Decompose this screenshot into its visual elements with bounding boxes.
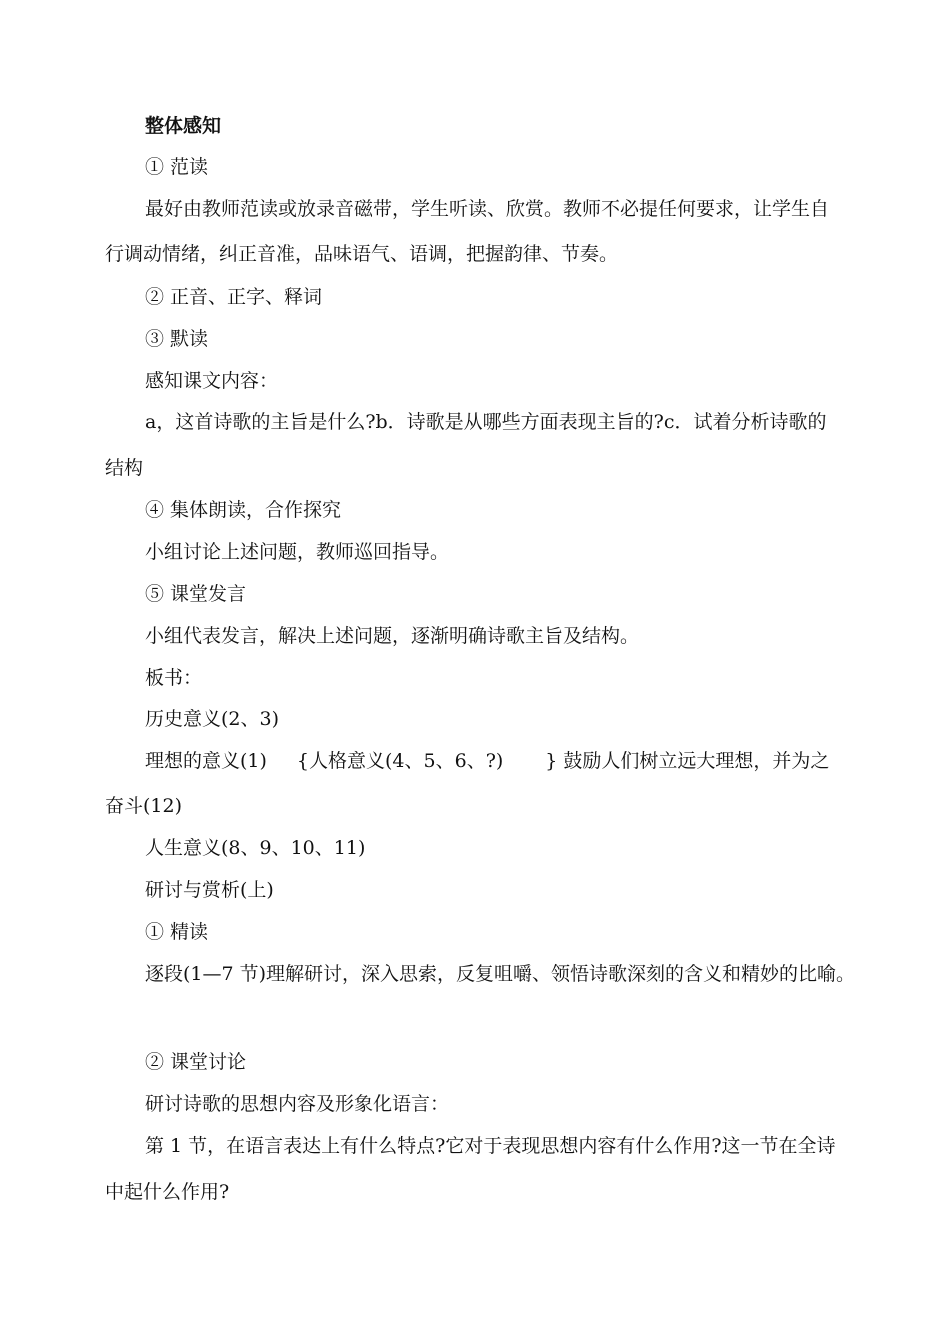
- study-step-2-question-line-2: 中起什么作用?: [105, 1181, 230, 1203]
- step-4-title: ④ 集体朗读，合作探究: [145, 499, 342, 521]
- step-3-intro: 感知课文内容：: [145, 370, 279, 392]
- step-3-questions-line-1: a，这首诗歌的主旨是什么?b．诗歌是从哪些方面表现主旨的?c．试着分析诗歌的: [145, 411, 827, 433]
- board-line-life: 人生意义(8、9、10、11): [145, 837, 366, 859]
- step-1-paragraph-line-1: 最好由教师范读或放录音磁带，学生听读、欣赏。教师不必提任何要求，让学生自: [145, 198, 830, 220]
- study-step-2-question-line-1: 第 1 节，在语言表达上有什么特点?它对于表现思想内容有什么作用?这一节在全诗: [145, 1135, 836, 1157]
- step-3-questions-line-2: 结构: [105, 457, 144, 479]
- board-label: 板书：: [145, 667, 203, 689]
- step-1-title: ① 范读: [145, 156, 209, 178]
- board-ideal-label: 理想的意义(1): [145, 750, 267, 772]
- step-5-paragraph: 小组代表发言，解决上述问题，逐渐明确诗歌主旨及结构。: [145, 625, 640, 647]
- study-step-2-title: ② 课堂讨论: [145, 1051, 247, 1073]
- section-heading: 整体感知: [145, 115, 222, 137]
- study-step-2-intro: 研讨诗歌的思想内容及形象化语言：: [145, 1093, 450, 1115]
- board-line-history: 历史意义(2、3): [145, 708, 280, 730]
- board-line-ideal: [145, 749, 829, 773]
- study-heading: 研讨与赏析(上): [145, 879, 274, 901]
- step-1-paragraph-line-2: 行调动情绪，纠正音准，品味语气、语调，把握韵律、节奏。: [105, 243, 619, 265]
- study-step-1-title: ① 精读: [145, 921, 209, 943]
- step-3-title: ③ 默读: [145, 328, 209, 350]
- step-4-paragraph: 小组讨论上述问题，教师巡回指导。: [145, 541, 450, 563]
- board-ideal-brace-content: {人格意义(4、5、6、?): [296, 750, 504, 772]
- board-line-ideal-continued: 奋斗(12): [105, 795, 183, 817]
- step-5-title: ⑤ 课堂发言: [145, 583, 247, 605]
- step-2-title: ② 正音、正字、释词: [145, 286, 323, 308]
- study-step-1-paragraph: 逐段(1—7 节)理解研讨，深入思索，反复咀嚼、领悟诗歌深刻的含义和精妙的比喻。: [145, 963, 856, 985]
- board-ideal-conclusion: } 鼓励人们树立远大理想，并为之: [545, 750, 830, 772]
